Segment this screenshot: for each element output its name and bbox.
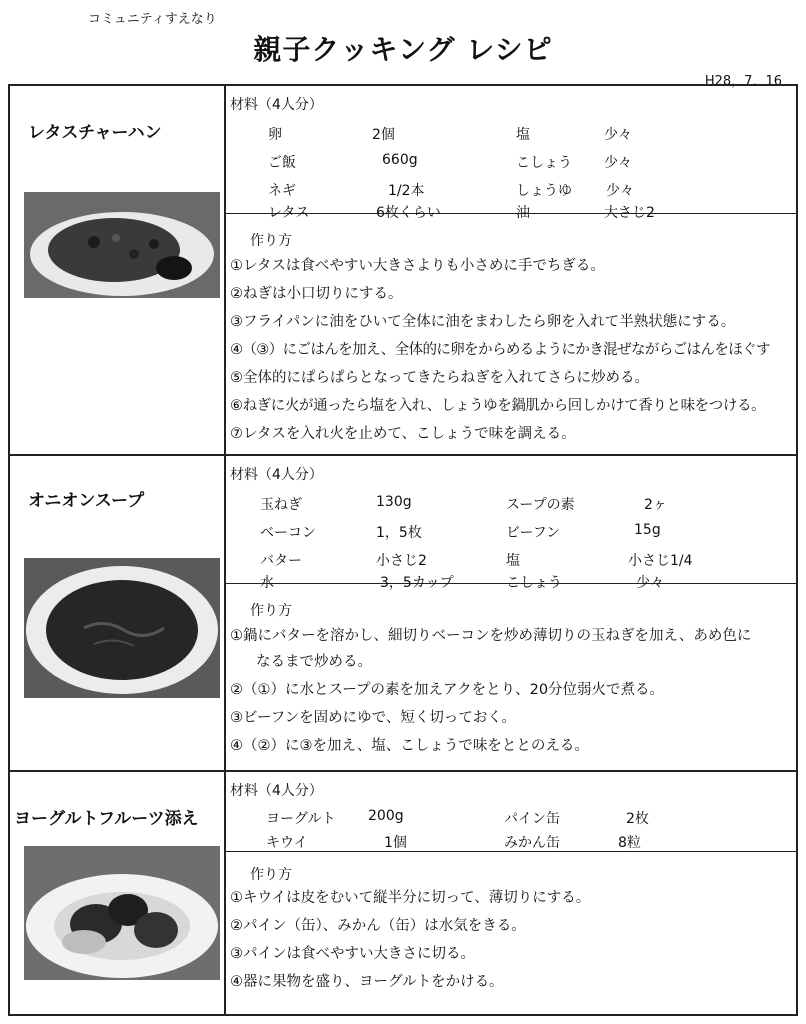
recipe-step: ⑥ねぎに火が通ったら塩を入れ、しょうゆを鍋肌から回しかけて香りと味をつける。 — [230, 398, 766, 414]
ingredient-name: 卵 — [268, 127, 282, 143]
recipe-step: ⑤全体的にぱらぱらとなってきたらねぎを入れてさらに炒める。 — [230, 370, 649, 386]
ingredient-amount: 少々 — [636, 575, 664, 591]
ingredient-name: ヨーグルト — [266, 811, 336, 827]
ingredient-amount: 2個 — [372, 127, 395, 143]
dish-photo — [24, 846, 220, 980]
recipe-step: ②パイン（缶）、みかん（缶）は水気をきる。 — [230, 918, 526, 934]
recipe-step-continued: なるまで炒める。 — [256, 654, 372, 670]
ingredient-name: ご飯 — [268, 155, 296, 171]
recipe-step: ③フライパンに油をひいて全体に油をまわしたら卵を入れて半熟状態にする。 — [230, 314, 736, 330]
recipe-step: ②ねぎは小口切りにする。 — [230, 286, 403, 302]
ingredient-amount: 1/2本 — [388, 183, 425, 199]
dish-name: レタスチャーハン — [28, 123, 162, 143]
ingredients-title: 材料（4人分） — [230, 97, 323, 113]
ingredients-section — [226, 456, 796, 591]
ingredient-amount: 660g — [382, 152, 418, 168]
ingredient-name: こしょう — [516, 155, 572, 171]
ingredient-amount: 少々 — [606, 183, 634, 199]
ingredient-amount: 小さじ2 — [376, 553, 427, 569]
organization-name: コミュニティすえなり — [88, 12, 217, 27]
recipe-right-panel — [226, 456, 796, 770]
ingredient-name: みかん缶 — [504, 835, 560, 851]
ingredient-amount: 130g — [376, 494, 412, 510]
steps-title: 作り方 — [250, 233, 292, 249]
recipe-left-panel — [10, 86, 226, 454]
ingredients-title: 材料（4人分） — [230, 467, 323, 483]
ingredient-amount: 小さじ1/4 — [628, 553, 693, 569]
ingredient-name: しょうゆ — [516, 183, 572, 199]
recipe-row-yogurt-fruit — [10, 772, 796, 1016]
steps-title: 作り方 — [250, 603, 292, 619]
recipe-step: ④器に果物を盛り、ヨーグルトをかける。 — [230, 974, 504, 990]
ingredient-name: レタス — [268, 205, 310, 221]
ingredient-amount: 1個 — [384, 835, 407, 851]
ingredient-amount: 少々 — [604, 127, 632, 143]
ingredient-name: ビーフン — [506, 525, 561, 541]
dish-photo — [24, 192, 220, 298]
ingredient-amount: 少々 — [604, 155, 632, 171]
dish-photo — [24, 558, 220, 698]
ingredient-amount: 2ヶ — [644, 497, 667, 513]
ingredient-name: 玉ねぎ — [260, 497, 302, 513]
recipe-step: ④（②）に③を加え、塩、こしょうで味をととのえる。 — [230, 738, 589, 754]
ingredient-name: こしょう — [506, 575, 562, 591]
page-title: 親子クッキング レシピ — [253, 33, 553, 66]
recipe-right-panel — [226, 86, 796, 454]
ingredient-name: 塩 — [506, 553, 520, 569]
recipe-step: ①キウイは皮をむいて縦半分に切って、薄切りにする。 — [230, 890, 591, 906]
dish-name: ヨーグルトフルーツ添え — [14, 809, 199, 829]
ingredient-name: パイン缶 — [504, 811, 560, 827]
recipe-step: ①レタスは食べやすい大きさよりも小さめに手でちぎる。 — [230, 258, 605, 274]
ingredient-name: 塩 — [516, 127, 530, 143]
recipe-step: ⑦レタスを入れ火を止めて、こしょうで味を調える。 — [230, 426, 576, 442]
ingredient-amount: 200g — [368, 808, 404, 824]
ingredient-amount: 6枚くらい — [376, 205, 441, 221]
steps-title: 作り方 — [250, 867, 292, 883]
recipe-step: ④（③）にごはんを加え、全体的に卵をからめるようにかき混ぜながらごはんをほぐす — [230, 342, 770, 358]
ingredient-name: スープの素 — [506, 497, 575, 513]
ingredient-amount: 15g — [634, 522, 661, 538]
recipe-row-fried-rice — [10, 86, 796, 456]
event-date: H28，7．16 — [704, 74, 782, 89]
ingredient-name: キウイ — [266, 835, 308, 851]
ingredient-name: 水 — [260, 575, 274, 591]
recipe-left-panel — [10, 772, 226, 1016]
ingredient-name: ベーコン — [260, 525, 316, 541]
recipe-sheet — [8, 84, 798, 1016]
recipe-row-onion-soup — [10, 456, 796, 772]
recipe-step: ①鍋にバターを溶かし、細切りベーコンを炒め薄切りの玉ねぎを加え、あめ色に — [230, 628, 752, 644]
ingredient-amount: 1，5枚 — [376, 525, 422, 541]
ingredients-title: 材料（4人分） — [230, 783, 323, 799]
ingredient-amount: 2枚 — [626, 811, 649, 827]
recipe-step: ③ビーフンを固めにゆで、短く切っておく。 — [230, 710, 517, 726]
recipe-step: ②（①）に水とスープの素を加えアクをとり、20分位弱火で煮る。 — [230, 682, 665, 698]
recipe-left-panel — [10, 456, 226, 770]
ingredient-name: ネギ — [268, 183, 296, 199]
ingredient-amount: 大さじ2 — [604, 205, 655, 221]
recipe-right-panel — [226, 772, 796, 1016]
ingredient-amount: 8粒 — [618, 835, 641, 851]
ingredients-section — [226, 772, 796, 852]
ingredient-name: 油 — [516, 205, 530, 221]
dish-name: オニオンスープ — [28, 491, 145, 511]
ingredients-section — [226, 86, 796, 221]
ingredient-amount: 3，5カップ — [380, 575, 454, 591]
ingredient-name: バター — [260, 553, 302, 569]
recipe-step: ③パインは食べやすい大きさに切る。 — [230, 946, 475, 962]
